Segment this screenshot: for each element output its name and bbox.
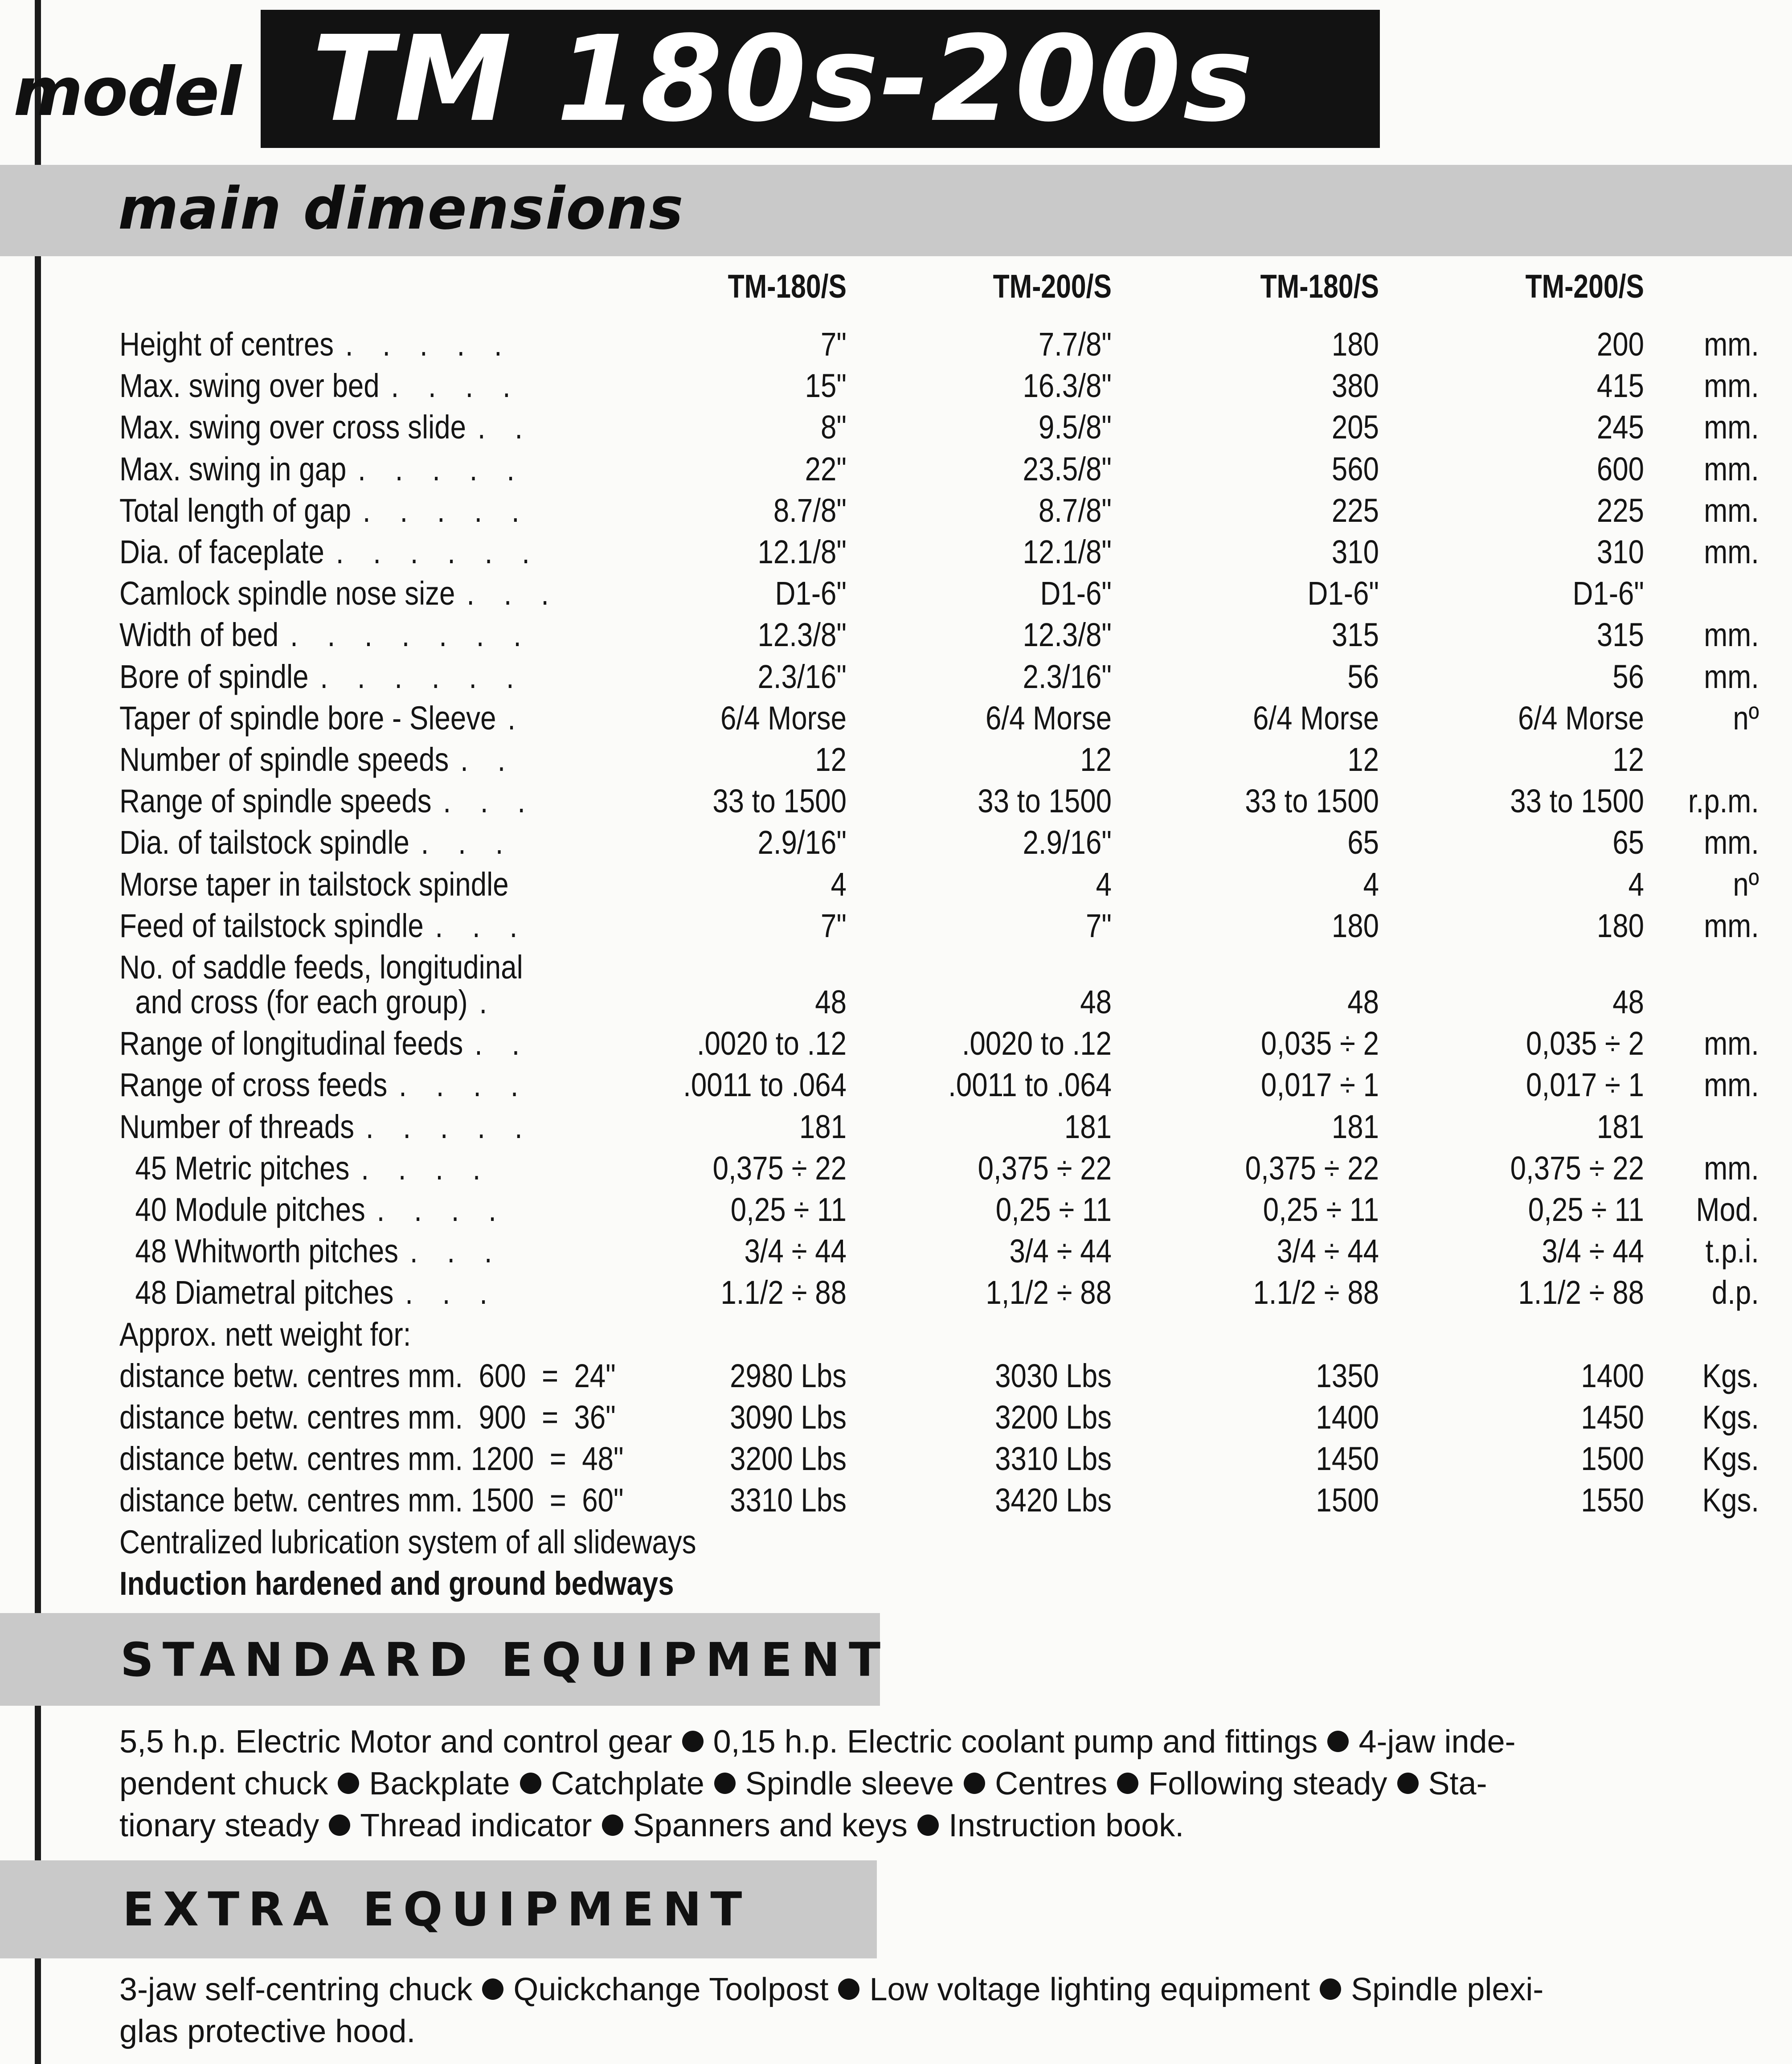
leader-dots: . . . xyxy=(435,907,528,944)
extra-equipment-list xyxy=(119,1969,1759,2052)
table-cell: 12 xyxy=(815,741,847,778)
table-cell: 33 to 1500 xyxy=(1245,782,1379,820)
unit-cell: nº xyxy=(1733,865,1759,903)
leader-dots: . . . . . . xyxy=(335,533,541,570)
table-cell: 65 xyxy=(1347,824,1379,861)
table-cell: .0020 to .12 xyxy=(696,1025,847,1062)
table-cell: 315 xyxy=(1331,616,1379,654)
table-cell: 9.5/8" xyxy=(1038,409,1112,446)
unit-cell: mm. xyxy=(1704,450,1759,487)
table-cell: 0,25 ÷ 11 xyxy=(995,1191,1112,1228)
table-cell: 1500 xyxy=(1581,1440,1644,1478)
row-label: distance betw. centres mm. 1200 = 48" xyxy=(119,1440,624,1478)
table-cell: 3310 Lbs xyxy=(730,1482,847,1519)
leader-dots: . . . . . . xyxy=(320,658,525,695)
row-label: distance betw. centres mm. 900 = 36" xyxy=(119,1399,616,1436)
table-cell: 7" xyxy=(1086,907,1112,944)
table-cell: 16.3/8" xyxy=(1023,367,1112,405)
row-label: Max. swing over bed . . . . xyxy=(119,367,521,405)
table-cell: 33 to 1500 xyxy=(978,782,1112,820)
table-cell: 48 xyxy=(1612,983,1644,1020)
table-cell: 0,017 ÷ 1 xyxy=(1526,1066,1644,1104)
leader-dots: . . xyxy=(477,409,534,446)
bullet-icon xyxy=(1117,1773,1138,1794)
table-cell: D1-6" xyxy=(1307,575,1379,612)
table-cell: 2980 Lbs xyxy=(730,1357,847,1394)
table-cell: 3/4 ÷ 44 xyxy=(744,1233,847,1270)
unit-cell: mm. xyxy=(1704,907,1759,944)
equipment-line xyxy=(119,1721,1759,1763)
table-cell: 1450 xyxy=(1316,1440,1379,1478)
table-cell: 7" xyxy=(821,326,847,363)
table-cell: 0,25 ÷ 11 xyxy=(730,1191,847,1228)
table-cell: 245 xyxy=(1596,409,1644,446)
model-label: model xyxy=(13,53,241,131)
table-cell: 4 xyxy=(1363,865,1379,903)
equipment-item: tionary steady xyxy=(119,1808,319,1843)
table-cell: 0,375 ÷ 22 xyxy=(712,1149,847,1187)
column-header: TM-180/S xyxy=(728,268,847,305)
unit-cell: mm. xyxy=(1704,491,1759,529)
bullet-icon xyxy=(482,1978,503,2000)
row-label: Max. swing in gap . . . . . xyxy=(119,450,526,487)
table-cell: 1400 xyxy=(1581,1357,1644,1394)
bullet-icon xyxy=(1320,1978,1341,2000)
equipment-item: Sta- xyxy=(1428,1766,1487,1802)
table-cell: 1.1/2 ÷ 88 xyxy=(1518,1274,1644,1311)
main-dimensions-heading: main dimensions xyxy=(118,175,684,242)
table-cell: 33 to 1500 xyxy=(712,782,847,820)
bullet-icon xyxy=(964,1773,985,1794)
bullet-icon xyxy=(329,1814,350,1836)
table-cell: 1.1/2 ÷ 88 xyxy=(720,1274,847,1311)
lubrication-note: Centralized lubrication system of all slideways xyxy=(119,1523,696,1560)
equipment-item: 0,15 h.p. Electric coolant pump and fittings xyxy=(713,1724,1318,1760)
unit-cell: Mod. xyxy=(1696,1191,1759,1228)
unit-cell: mm. xyxy=(1704,326,1759,363)
leader-dots: . . . . . . . xyxy=(290,616,532,654)
equipment-item: glas protective hood. xyxy=(119,2014,416,2049)
row-label: Camlock spindle nose size . . . xyxy=(119,575,560,612)
equipment-item: 5,5 h.p. Electric Motor and control gear xyxy=(119,1724,672,1760)
unit-cell: mm. xyxy=(1704,1149,1759,1187)
table-cell: 3090 Lbs xyxy=(730,1399,847,1436)
bedways-note: Induction hardened and ground bedways xyxy=(119,1564,674,1602)
row-label: Dia. of tailstock spindle . . . xyxy=(119,824,514,861)
table-cell: 3/4 ÷ 44 xyxy=(1009,1233,1112,1270)
table-cell: 3/4 ÷ 44 xyxy=(1276,1233,1379,1270)
unit-cell: t.p.i. xyxy=(1705,1233,1759,1270)
table-cell: 180 xyxy=(1596,907,1644,944)
table-cell: D1-6" xyxy=(1040,575,1112,612)
table-cell: 8" xyxy=(821,409,847,446)
table-cell: 0,375 ÷ 22 xyxy=(1510,1149,1644,1187)
table-cell: 1,1/2 ÷ 88 xyxy=(986,1274,1112,1311)
table-cell: 2.9/16" xyxy=(1023,824,1112,861)
table-cell: 3420 Lbs xyxy=(995,1482,1112,1519)
leader-dots: . . . xyxy=(405,1274,499,1311)
table-cell: 4 xyxy=(831,865,847,903)
table-cell: 23.5/8" xyxy=(1023,450,1112,487)
equipment-item: Following steady xyxy=(1148,1766,1387,1802)
unit-cell: mm. xyxy=(1704,409,1759,446)
table-cell: 6/4 Morse xyxy=(986,699,1112,737)
unit-cell: mm. xyxy=(1704,367,1759,405)
equipment-item: Spindle sleeve xyxy=(745,1766,954,1802)
table-cell: 7.7/8" xyxy=(1038,326,1112,363)
table-cell: 0,035 ÷ 2 xyxy=(1526,1025,1644,1062)
column-header: TM-200/S xyxy=(1525,268,1644,305)
equipment-line xyxy=(119,2011,1759,2052)
bullet-icon xyxy=(838,1978,859,2000)
table-cell: 415 xyxy=(1596,367,1644,405)
table-cell: 3200 Lbs xyxy=(995,1399,1112,1436)
table-cell: 0,035 ÷ 2 xyxy=(1261,1025,1379,1062)
table-cell: 3310 Lbs xyxy=(995,1440,1112,1478)
table-cell: 15" xyxy=(805,367,847,405)
table-cell: 1550 xyxy=(1581,1482,1644,1519)
table-cell: 8.7/8" xyxy=(773,491,847,529)
table-cell: 4 xyxy=(1628,865,1644,903)
row-label: distance betw. centres mm. 600 = 24" xyxy=(119,1357,616,1394)
table-cell: 12.3/8" xyxy=(1023,616,1112,654)
table-cell: 2.9/16" xyxy=(757,824,847,861)
equipment-item: Catchplate xyxy=(551,1766,704,1802)
leader-dots: . xyxy=(507,699,527,737)
row-label: 45 Metric pitches . . . . xyxy=(119,1149,491,1187)
table-cell: 6/4 Morse xyxy=(720,699,847,737)
table-cell: 225 xyxy=(1596,491,1644,529)
bullet-icon xyxy=(1327,1731,1349,1752)
leader-dots: . . . . . xyxy=(345,326,513,363)
table-cell: 180 xyxy=(1331,326,1379,363)
column-header: TM-200/S xyxy=(993,268,1112,305)
row-label: Bore of spindle . . . . . . xyxy=(119,658,525,695)
table-cell: .0011 to .064 xyxy=(683,1066,847,1104)
unit-cell: r.p.m. xyxy=(1688,782,1759,820)
unit-cell: nº xyxy=(1733,699,1759,737)
row-label: 48 Diametral pitches . . . xyxy=(119,1274,499,1311)
table-cell: 48 xyxy=(815,983,847,1020)
equipment-item: Centres xyxy=(995,1766,1108,1802)
equipment-line xyxy=(119,1969,1759,2011)
row-label: Range of cross feeds . . . . xyxy=(119,1066,529,1104)
table-cell: 4 xyxy=(1096,865,1112,903)
model-title: TM 180s-200s xyxy=(312,11,1255,148)
table-cell: 0,017 ÷ 1 xyxy=(1261,1066,1379,1104)
bullet-icon xyxy=(338,1773,359,1794)
table-cell: 2.3/16" xyxy=(1023,658,1112,695)
bullet-icon xyxy=(917,1814,939,1836)
table-cell: 48 xyxy=(1080,983,1112,1020)
bullet-icon xyxy=(520,1773,541,1794)
equipment-item: Backplate xyxy=(369,1766,510,1802)
table-cell: 560 xyxy=(1331,450,1379,487)
leader-dots: . . . . xyxy=(399,1066,529,1104)
leader-dots: . . . xyxy=(421,824,514,861)
row-label: Height of centres . . . . . xyxy=(119,326,513,363)
table-cell: 1350 xyxy=(1316,1357,1379,1394)
table-cell: 0,375 ÷ 22 xyxy=(1245,1149,1379,1187)
table-cell: 0,25 ÷ 11 xyxy=(1528,1191,1644,1228)
unit-cell: Kgs. xyxy=(1702,1399,1759,1436)
table-cell: 12 xyxy=(1080,741,1112,778)
unit-cell: mm. xyxy=(1704,824,1759,861)
table-cell: 3030 Lbs xyxy=(995,1357,1112,1394)
leader-dots: . xyxy=(479,983,498,1020)
table-cell: 56 xyxy=(1347,658,1379,695)
equipment-item: Thread indicator xyxy=(360,1808,592,1843)
left-margin-rule xyxy=(35,0,41,2064)
table-cell: 315 xyxy=(1596,616,1644,654)
leader-dots: . . . . . xyxy=(365,1108,533,1145)
row-label: Width of bed . . . . . . . xyxy=(119,616,532,654)
standard-equipment-list xyxy=(119,1721,1759,1847)
bullet-icon xyxy=(714,1773,736,1794)
standard-equipment-heading: STANDARD EQUIPMENT xyxy=(120,1633,890,1687)
table-cell: 48 xyxy=(1347,983,1379,1020)
row-label: Morse taper in tailstock spindle xyxy=(119,865,509,903)
row-label: Approx. nett weight for: xyxy=(119,1315,411,1353)
table-cell: 6/4 Morse xyxy=(1253,699,1379,737)
table-cell: 33 to 1500 xyxy=(1510,782,1644,820)
row-label: Range of spindle speeds . . . xyxy=(119,782,536,820)
unit-cell: Kgs. xyxy=(1702,1482,1759,1519)
table-cell: .0020 to .12 xyxy=(961,1025,1112,1062)
leader-dots: . . . . xyxy=(376,1191,507,1228)
table-cell: 1400 xyxy=(1316,1399,1379,1436)
table-cell: 205 xyxy=(1331,409,1379,446)
unit-cell: Kgs. xyxy=(1702,1357,1759,1394)
table-cell: 12.3/8" xyxy=(757,616,847,654)
row-label: 40 Module pitches . . . . xyxy=(119,1191,507,1228)
table-cell: 0,25 ÷ 11 xyxy=(1263,1191,1379,1228)
table-cell: D1-6" xyxy=(775,575,847,612)
table-cell: 12.1/8" xyxy=(757,533,847,570)
table-cell: 380 xyxy=(1331,367,1379,405)
equipment-line xyxy=(119,1805,1759,1847)
row-label: Max. swing over cross slide . . xyxy=(119,409,534,446)
column-header: TM-180/S xyxy=(1260,268,1379,305)
table-cell: 181 xyxy=(1596,1108,1644,1145)
leader-dots: . . . . xyxy=(361,1149,491,1187)
table-cell: 1500 xyxy=(1316,1482,1379,1519)
unit-cell: d.p. xyxy=(1711,1274,1759,1311)
table-cell: 225 xyxy=(1331,491,1379,529)
table-cell: D1-6" xyxy=(1572,575,1644,612)
table-cell: 181 xyxy=(1331,1108,1379,1145)
table-cell: 12.1/8" xyxy=(1023,533,1112,570)
row-label: Taper of spindle bore - Sleeve . xyxy=(119,699,527,737)
unit-cell: mm. xyxy=(1704,1025,1759,1062)
bullet-icon xyxy=(1397,1773,1419,1794)
leader-dots: . . . xyxy=(466,575,560,612)
row-label: Number of spindle speeds . . xyxy=(119,741,516,778)
table-cell: 2.3/16" xyxy=(757,658,847,695)
table-cell: 12 xyxy=(1612,741,1644,778)
table-cell: 12 xyxy=(1347,741,1379,778)
leader-dots: . . . . . xyxy=(358,450,526,487)
bullet-icon xyxy=(602,1814,623,1836)
table-cell: 600 xyxy=(1596,450,1644,487)
table-cell: 310 xyxy=(1331,533,1379,570)
table-cell: 6/4 Morse xyxy=(1518,699,1644,737)
equipment-line xyxy=(119,1763,1759,1805)
unit-cell: mm. xyxy=(1704,1066,1759,1104)
equipment-item: Low voltage lighting equipment xyxy=(869,1972,1310,2007)
table-cell: 0,375 ÷ 22 xyxy=(978,1149,1112,1187)
leader-dots: . . . . xyxy=(391,367,521,405)
table-cell: 22" xyxy=(805,450,847,487)
equipment-item: pendent chuck xyxy=(119,1766,328,1802)
table-cell: 3/4 ÷ 44 xyxy=(1542,1233,1644,1270)
equipment-item: Spindle plexi- xyxy=(1351,1972,1544,2007)
table-cell: 310 xyxy=(1596,533,1644,570)
row-label: Number of threads . . . . . xyxy=(119,1108,533,1145)
extra-equipment-heading: EXTRA EQUIPMENT xyxy=(123,1882,751,1937)
equipment-item: Spanners and keys xyxy=(633,1808,908,1843)
row-label: 48 Whitworth pitches . . . xyxy=(119,1233,503,1270)
table-cell: .0011 to .064 xyxy=(948,1066,1112,1104)
row-label: distance betw. centres mm. 1500 = 60" xyxy=(119,1482,624,1519)
unit-cell: Kgs. xyxy=(1702,1440,1759,1478)
row-label: Feed of tailstock spindle . . . xyxy=(119,907,528,944)
table-cell: 181 xyxy=(1064,1108,1112,1145)
unit-cell: mm. xyxy=(1704,616,1759,654)
row-label: and cross (for each group) . xyxy=(119,983,498,1020)
table-cell: 56 xyxy=(1612,658,1644,695)
table-cell: 1.1/2 ÷ 88 xyxy=(1253,1274,1379,1311)
row-label: Total length of gap . . . . . xyxy=(119,491,530,529)
leader-dots: . . . xyxy=(443,782,536,820)
equipment-item: 3-jaw self-centring chuck xyxy=(119,1972,473,2007)
leader-dots: . . . . . xyxy=(362,491,530,529)
leader-dots: . . xyxy=(475,1025,531,1062)
row-label: No. of saddle feeds, longitudinal xyxy=(119,949,523,986)
row-label: Range of longitudinal feeds . . xyxy=(119,1025,531,1062)
leader-dots: . . xyxy=(460,741,516,778)
table-cell: 65 xyxy=(1612,824,1644,861)
row-label: Dia. of faceplate . . . . . . xyxy=(119,533,541,570)
leader-dots: . . . xyxy=(409,1233,503,1270)
table-cell: 3200 Lbs xyxy=(730,1440,847,1478)
unit-cell: mm. xyxy=(1704,533,1759,570)
bullet-icon xyxy=(682,1731,704,1752)
table-cell: 8.7/8" xyxy=(1038,491,1112,529)
table-cell: 7" xyxy=(821,907,847,944)
table-cell: 200 xyxy=(1596,326,1644,363)
equipment-item: Instruction book. xyxy=(948,1808,1184,1843)
table-cell: 181 xyxy=(799,1108,847,1145)
unit-cell: mm. xyxy=(1704,658,1759,695)
equipment-item: 4-jaw inde- xyxy=(1358,1724,1516,1760)
equipment-item: Quickchange Toolpost xyxy=(513,1972,829,2007)
table-cell: 1450 xyxy=(1581,1399,1644,1436)
table-cell: 180 xyxy=(1331,907,1379,944)
